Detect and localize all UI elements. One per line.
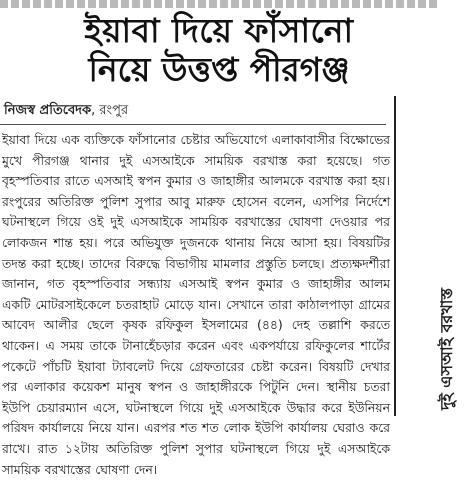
byline-divider — [0, 124, 386, 125]
headline-line-2: নিয়ে উত্তপ্ত পীরগঞ্জ — [88, 50, 350, 89]
side-tag — [394, 96, 456, 416]
byline-location: , রংপুর — [91, 103, 129, 118]
side-tag-text: দুই এসআই বরখাস্ত — [437, 288, 456, 410]
article-body — [2, 130, 390, 480]
byline — [4, 101, 128, 122]
byline-reporter: নিজস্ব প্রতিবেদক — [4, 103, 92, 118]
headline-line-1: ইয়াবা দিয়ে ফাঁসানো — [84, 11, 354, 50]
headline — [0, 12, 438, 90]
article-paragraph: ইয়াবা দিয়ে এক ব্যক্তিকে ফাঁসানোর চেষ্টার অভিযোগে এলাকাবাসীর বিক্ষোভের মুখে পীরগঞ্জ থানার দুই এসআইকে সাময়িক বরখাস্ত করা হয়েছে। গত বৃহস্পতিবার রাতে এসআই স্বপন কুমার ও জাহাঙ্গীর আলমকে বরখাস্ত করা হয়। রংপুরের অতিরিক্ত পুলিশ সুপার আবু মারুফ হোসেন বলেন, এসপির নির্দেশে ঘটনাস্থলে গিয়ে ওই দুই এসআইকে সাময়িক বরখাস্তের ঘোষণা দেওয়ার পর লোকজন শান্ত হয়। পরে অভিযুক্ত দুজনকে থানায় নিয়ে আসা হয়। বিষয়টির তদন্ত করা হচ্ছে। তাদের বিরুদ্ধে বিভাগীয় মামলার প্রস্তুতি চলছে। প্রত্যক্ষদর্শীরা জানান, গত বৃহস্পতিবার সন্ধ্যায় এসআই স্বপন কুমার ও জাহাঙ্গীর আলম একটি মোটরসাইকেলে চতরাহাট মোড়ে যান। সেখানে তারা কাঠালপাড়া গ্রামের আবেদ আলীর ছেলে কৃষক রফিকুল ইসলামের (৪৪) দেহ তল্লাশি করতে থাকেন। এ সময় তাকে টানাহেঁচড়ার করেন এবং একপর্যায়ে রফিকুলের শার্টের পকেটে পাঁচটি ইয়াবা ট্যাবলেট দিয়ে গ্রেফতারের চেষ্টা করেন। বিষয়টি দেখার পর এলাকার কয়েকশ মানুষ স্বপন ও জাহাঙ্গীরকে পিটুনি দেন। স্থানীয় চতরা ইউপি চেয়ারম্যান এসে, ঘটনাস্থলে গিয়ে দুই এসআইকে উদ্ধার করে ইউনিয়ন পরিষদ কার্যালয়ে নিয়ে যান। এরপর শত শত লোক ইউপি কার্যালয় ঘেরাও করে রাখে। রাত ১২টায় অতিরিক্ত পুলিশ সুপার ঘটনাস্থলে গিয়ে দুই এসআইকে সাময়িক বরখাস্তের ঘোষণা দেন। — [2, 132, 390, 477]
dotted-top-border — [0, 0, 438, 8]
